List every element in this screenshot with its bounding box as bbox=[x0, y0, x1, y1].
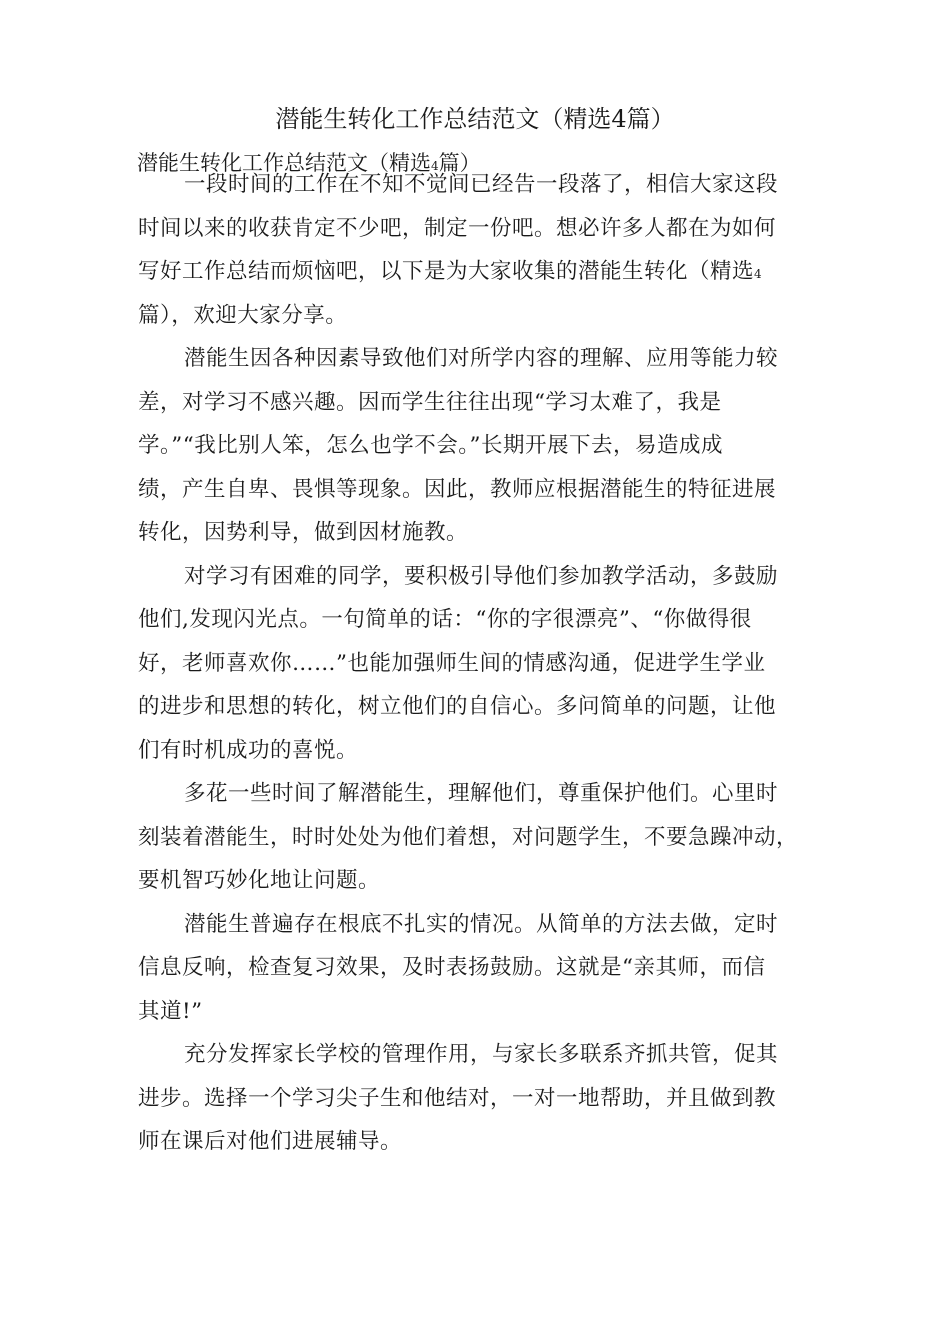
paragraph-5 bbox=[138, 903, 828, 1034]
paragraph-line: 一段时间的工作在不知不觉间已经告一段落了，相信大家这段 bbox=[184, 172, 779, 197]
subtitle-suffix: 篇） bbox=[438, 151, 481, 175]
paragraph-line: 好，老师喜欢你……”也能加强师生间的情感沟通，促进学生学业 bbox=[138, 650, 766, 676]
paragraph-line: 的进步和思想的转化，树立他们的自信心。多问简单的问题，让他 bbox=[138, 694, 777, 719]
paragraph-line: 信息反响，检查复习效果，及时表扬鼓励。这就是“亲其师，而信 bbox=[138, 955, 766, 980]
paragraph-line: 多花一些时间了解潜能生，理解他们，尊重保护他们。心里时 bbox=[184, 781, 779, 806]
subtitle-prefix: 潜能生转化工作总结范文（精选 bbox=[137, 151, 431, 175]
paragraph-line: 刻装着潜能生，时时处处为他们着想，对问题学生，不要急躁冲动， bbox=[138, 824, 799, 850]
paragraph-line: 要机智巧妙化地让问题。 bbox=[138, 868, 381, 893]
paragraph-3 bbox=[138, 555, 828, 773]
paragraph-line bbox=[138, 250, 828, 294]
paragraph-line: 差，对学习不感兴趣。因而学生往往出现“学习太难了，我是 bbox=[138, 389, 722, 415]
paragraph-line-number: 4 bbox=[754, 267, 763, 281]
paragraph-2 bbox=[138, 337, 828, 555]
paragraph-line: 们有时机成功的喜悦。 bbox=[138, 737, 359, 763]
paragraph-line: 对学习有困难的同学，要积极引导他们参加教学活动，多鼓励 bbox=[184, 563, 779, 589]
paragraph-line: 学。”“我比别人笨，怎么也学不会。”长期开展下去，易造成成 bbox=[138, 433, 723, 458]
paragraph-line: 篇），欢迎大家分享。 bbox=[138, 302, 348, 328]
paragraph-line: 潜能生因各种因素导致他们对所学内容的理解、应用等能力较 bbox=[184, 346, 779, 371]
document-title: 潜能生转化工作总结范文（精选4篇） bbox=[275, 105, 675, 133]
paragraph-line: 充分发挥家长学校的管理作用，与家长多联系齐抓共管，促其 bbox=[184, 1042, 779, 1067]
paragraph-line: 其道!” bbox=[138, 998, 203, 1024]
paragraph-line: 转化，因势利导，做到因材施教。 bbox=[138, 520, 469, 545]
paragraph-line: 他们,发现闪光点。一句简单的话：“你的字很漂亮”、“你做得很 bbox=[138, 607, 752, 632]
paragraph-line: 进步。选择一个学习尖子生和他结对，一对一地帮助，并且做到教 bbox=[138, 1085, 777, 1111]
paragraph-line: 绩，产生自卑、畏惧等现象。因此，教师应根据潜能生的特征进展 bbox=[138, 476, 777, 502]
paragraph-1 bbox=[138, 163, 828, 337]
paragraph-4 bbox=[138, 772, 828, 903]
paragraph-line: 师在课后对他们进展辅导。 bbox=[138, 1129, 403, 1154]
paragraph-line: 潜能生普遍存在根底不扎实的情况。从简单的方法去做，定时 bbox=[184, 911, 779, 937]
paragraph-line-text: 写好工作总结而烦恼吧，以下是为大家收集的潜能生转化（精选 bbox=[138, 259, 755, 284]
subtitle-number: 4 bbox=[431, 159, 439, 173]
paragraph-line: 时间以来的收获肯定不少吧，制定一份吧。想必许多人都在为如何 bbox=[138, 215, 777, 241]
paragraph-6 bbox=[138, 1033, 828, 1164]
body-text bbox=[138, 163, 828, 1164]
